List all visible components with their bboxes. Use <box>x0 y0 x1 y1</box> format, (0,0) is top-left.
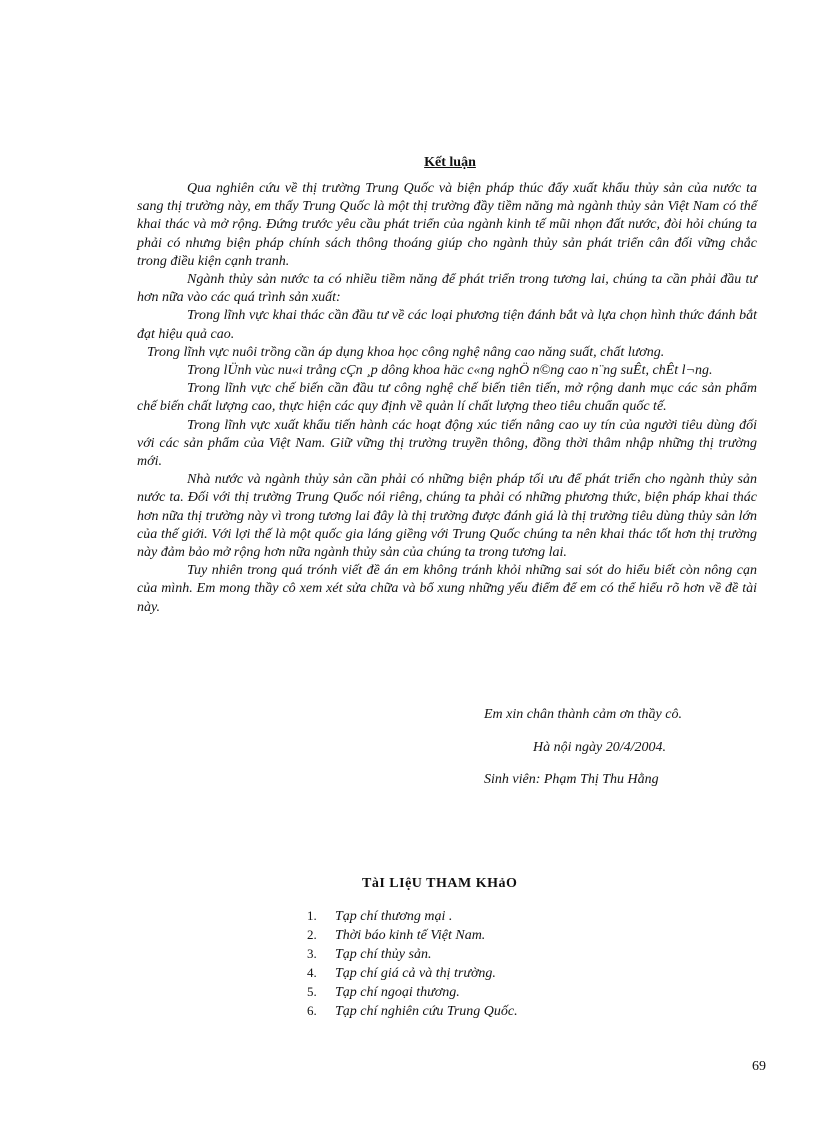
paragraph: Trong lĩnh vực nuôi trồng cần áp dụng khoa học công nghệ nâng cao năng suất, chất lương. <box>147 344 665 360</box>
conclusion-body <box>137 180 757 617</box>
paragraph: Ngành thủy sản nước ta có nhiều tiềm năng để phát triển trong tương lai, chúng ta cần phải đầu tư hơn nữa vào các quá trình sản xuất: <box>137 272 757 306</box>
reference-text: Tạp chí thương mại . <box>335 909 453 924</box>
date-line: Hà nội ngày 20/4/2004. <box>533 740 666 755</box>
reference-text: Tạp chí nghiên cứu Trung Quốc. <box>335 1004 518 1019</box>
reference-number: 3. <box>307 946 317 961</box>
reference-item <box>307 927 518 946</box>
page-number: 69 <box>752 1059 766 1074</box>
paragraph: Tuy nhiên trong quá trónh viết đề án em không tránh khỏi những sai sót do hiểu biết còn nông cạn của mình. Em mong thầy cô xem xét sửa chữa và bổ xung những yếu điểm để em có thể hiểu rõ hơn về đề tài này. <box>137 563 757 615</box>
reference-number: 6. <box>307 1003 317 1018</box>
paragraph: Trong lĩnh vực xuất khẩu tiến hành các hoạt động xúc tiến nâng cao uy tín của người tiêu dùng đối với các sản phẩm của Việt Nam. Giữ vững thị trường truyền thông, đồng thời thâm nhập những thị trường mới. <box>137 417 757 470</box>
references-list <box>307 908 518 1022</box>
reference-text: Tạp chí giá cả và thị trường. <box>335 966 496 981</box>
reference-text: Thời báo kinh tế Việt Nam. <box>335 928 486 943</box>
reference-item <box>307 1003 518 1022</box>
reference-item <box>307 965 518 984</box>
reference-number: 1. <box>307 908 317 923</box>
conclusion-title: Kết luận <box>424 155 476 170</box>
reference-number: 2. <box>307 927 317 942</box>
reference-item <box>307 984 518 1003</box>
student-signature-line: Sinh viên: Phạm Thị Thu Hằng <box>484 772 659 787</box>
thanks-line: Em xin chân thành cảm ơn thầy cô. <box>484 707 682 722</box>
paragraph: Trong lÜnh vùc nu«i trång cÇn ¸p dông khoa häc c«ng nghÖ n©ng cao n¨ng suÊt, chÊt l¬ng. <box>187 363 713 379</box>
paragraph: Trong lĩnh vực chế biến cần đầu tư công nghệ chế biến tiên tiến, mở rộng danh mục các sản phẩm chế biến chất lượng cao, thực hiện các quy định về quản lí chất lượng theo tiêu chuẩn quốc tế. <box>137 381 757 415</box>
reference-number: 5. <box>307 984 317 999</box>
references-title: TàI LIệU THAM KHảO <box>362 876 518 891</box>
reference-text: Tạp chí thủy sản. <box>335 947 432 962</box>
reference-item <box>307 908 518 927</box>
reference-item <box>307 946 518 965</box>
reference-number: 4. <box>307 965 317 980</box>
paragraph: Trong lĩnh vực khai thác cần đầu tư về các loại phương tiện đánh bắt và lựa chọn hình thức đánh bắt đạt hiệu quả cao. <box>137 308 757 342</box>
reference-text: Tạp chí ngoại thương. <box>335 985 460 1000</box>
paragraph: Qua nghiên cứu về thị trường Trung Quốc và biện pháp thúc đẩy xuất khẩu thủy sản của nước ta sang thị trường này, em thấy Trung Quốc là một thị trường đầy tiềm năng mà ngành thủy sản Việt Nam có thể khai thác và mở rộng. Đứng trước yêu cầu phát triển của ngành kinh tế mũi nhọn đất nước, đòi hỏi chúng ta phải có nhưng biện pháp chính sách thông thoáng giúp cho ngành thủy sản phát triển cân đối vững chắc trong điều kiện cạnh tranh. <box>137 181 757 269</box>
paragraph: Nhà nước và ngành thủy sản cần phải có những biện pháp tối ưu để phát triển cho ngành thủy sản nước ta. Đối với thị trường Trung Quốc nói riêng, chúng ta phải có những phương thức, biện pháp khai thác hơn nữa thị trường này vì trong tương lai đây là thị trường được đánh giá là thị trường tiêu dùng thủy sản lớn của thế giới. Với lợi thế là một quốc gia láng giềng với Trung Quốc chúng ta nên khai thác tốt hơn thị trường này đảm bảo mở rộng hơn nữa ngành thủy sản của chúng ta trong tương lai. <box>137 472 757 561</box>
